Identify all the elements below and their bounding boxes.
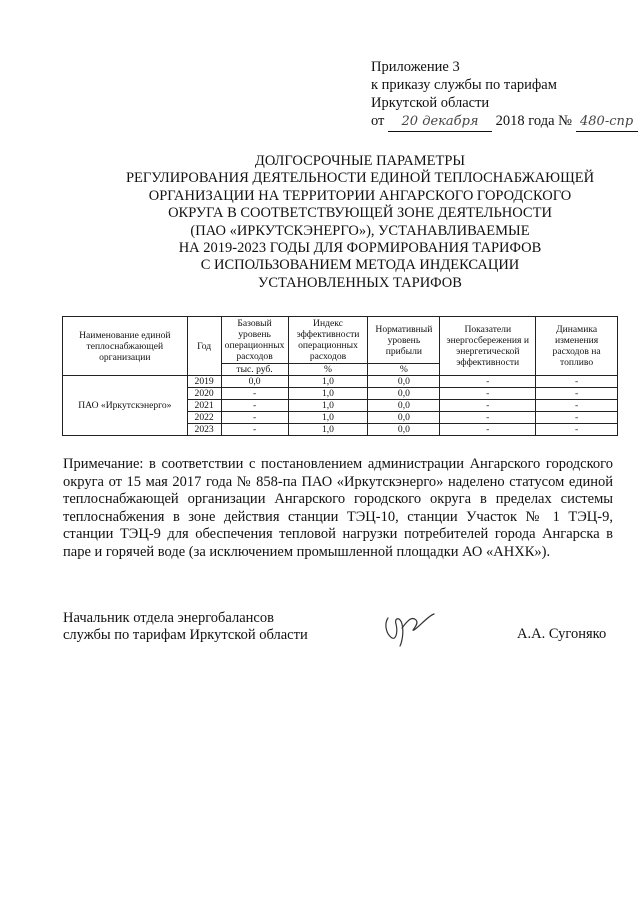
signer-name: А.А. Сугоняко [517,626,607,642]
base-cell: 0,0 [221,376,288,388]
title-line: ОКРУГА В СООТВЕТСТВУЮЩЕЙ ЗОНЕ ДЕЯТЕЛЬНОСТИ [168,205,552,222]
norm-cell: 0,0 [368,388,440,400]
handwritten-number: 480-спр [576,113,638,132]
position-line: службы по тарифам Иркутской области [63,627,308,643]
index-cell: 1,0 [288,388,368,400]
index-cell: 1,0 [288,412,368,424]
header-index: Индекс эффективности операционных расходов [288,317,368,364]
handwritten-date: 20 декабря [388,113,492,132]
index-cell: 1,0 [288,400,368,412]
energy-cell: - [440,412,536,424]
table-row [63,376,618,388]
date-prefix: от [371,113,385,129]
unit-base: тыс. руб. [221,364,288,376]
appendix-line: Приложение 3 [371,59,460,75]
fuel-cell: - [536,388,618,400]
norm-cell: 0,0 [368,400,440,412]
header-energy: Показатели энергосбережения и энергетической эффективности [440,317,536,376]
base-cell: - [221,388,288,400]
index-cell: 1,0 [288,424,368,436]
handwritten-signature [380,610,440,650]
year-cell: 2023 [187,424,221,436]
title-line: С ИСПОЛЬЗОВАНИЕМ МЕТОДА ИНДЕКСАЦИИ [200,257,520,274]
unit-norm: % [368,364,440,376]
header-base: Базовый уровень операционных расходов [221,317,288,364]
energy-cell: - [440,376,536,388]
appendix-line: к приказу службы по тарифам [371,77,557,93]
norm-cell: 0,0 [368,376,440,388]
table-header-row [63,317,618,364]
unit-index: % [288,364,368,376]
base-cell: - [221,412,288,424]
energy-cell: - [440,424,536,436]
title-line: (ПАО «ИРКУТСКЭНЕРГО»), УСТАНАВЛИВАЕМЫЕ [190,222,530,239]
fuel-cell: - [536,412,618,424]
year-cell: 2022 [187,412,221,424]
title-line: ДОЛГОСРОЧНЫЕ ПАРАМЕТРЫ [254,153,466,169]
title-line: ОРГАНИЗАЦИИ НА ТЕРРИТОРИИ АНГАРСКОГО ГОРОДСКОГО [148,187,572,204]
title-line: НА 2019-2023 ГОДЫ ДЛЯ ФОРМИРОВАНИЯ ТАРИФОВ [178,240,542,257]
position-line: Начальник отдела энергобалансов [63,610,274,626]
title-line: УСТАНОВЛЕННЫХ ТАРИФОВ [258,274,462,291]
header-norm: Нормативный уровень прибыли [368,317,440,364]
parameters-table [62,316,618,436]
norm-cell: 0,0 [368,424,440,436]
base-cell: - [221,424,288,436]
org-name-cell: ПАО «Иркутскэнерго» [63,376,188,436]
header-year: Год [187,317,221,376]
energy-cell: - [440,400,536,412]
note-paragraph: Примечание: в соответствии с постановлением администрации Ангарского городского округа от 15 мая 2017 года № 858-па ПАО «Иркутскэнерго» наделено статусом единой теплоснабжающей организации Ангарского городского округа в пределах системы теплоснабжения в зоне действия станции ТЭЦ-10, станции Участок № 1 ТЭЦ-9, станции ТЭЦ-9 для обеспечения тепловой нагрузки потребителей города Ангарска в паре и горячей воде (за исключением промышленной площадки АО «АНХК»). [63,456,613,560]
appendix-line: Иркутской области [371,95,490,111]
fuel-cell: - [536,376,618,388]
base-cell: - [221,400,288,412]
header-fuel: Динамика изменения расходов на топливо [536,317,618,376]
signer-position [63,610,308,644]
fuel-cell: - [536,400,618,412]
energy-cell: - [440,388,536,400]
year-text: 2018 года № [495,113,572,129]
appendix-date-line [371,112,638,132]
document-title [100,153,620,292]
header-org: Наименование единой теплоснабжающей организации [63,317,188,376]
year-cell: 2019 [187,376,221,388]
year-cell: 2021 [187,400,221,412]
index-cell: 1,0 [288,376,368,388]
year-cell: 2020 [187,388,221,400]
appendix-block [371,58,638,132]
fuel-cell: - [536,424,618,436]
title-line: РЕГУЛИРОВАНИЯ ДЕЯТЕЛЬНОСТИ ЕДИНОЙ ТЕПЛОСНАБЖАЮЩЕЙ [125,170,595,187]
norm-cell: 0,0 [368,412,440,424]
